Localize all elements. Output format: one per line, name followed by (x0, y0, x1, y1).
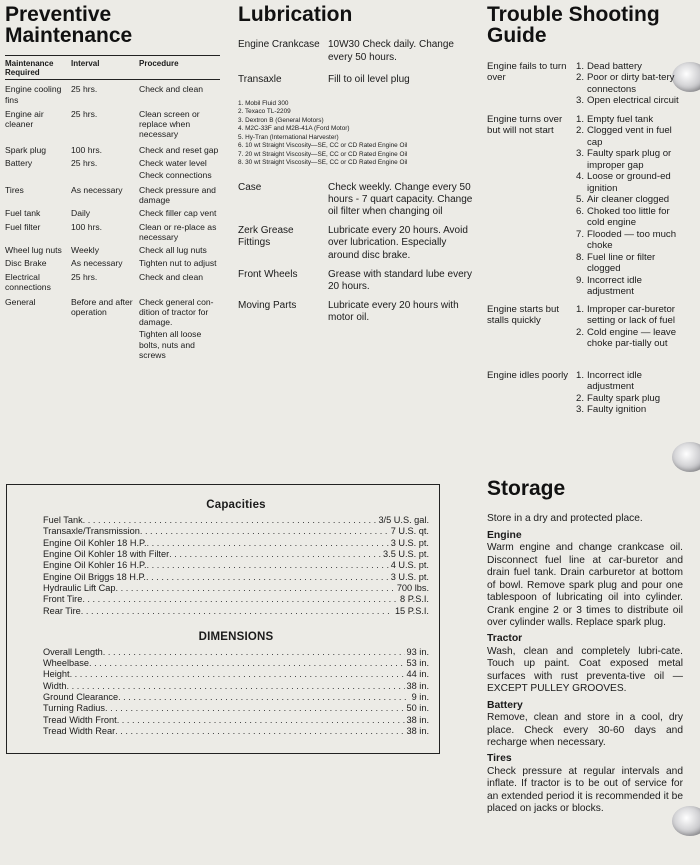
dimensions-value: 38 in. (406, 714, 429, 725)
storage-section (487, 478, 683, 816)
maintenance-interval: Daily (71, 208, 91, 219)
trouble-group (487, 304, 687, 350)
maintenance-procedure: Check connections (139, 170, 212, 181)
maintenance-procedure: Clean screen or replace when necessary (139, 108, 200, 140)
dot-leader (147, 538, 389, 549)
cause-number: 3. (575, 404, 584, 416)
maintenance-item: Disc Brake (5, 257, 47, 268)
dot-leader (105, 703, 405, 714)
maintenance-row (5, 297, 220, 328)
oil-specification-list (238, 100, 478, 168)
dot-leader (147, 560, 389, 571)
maintenance-procedure: Check pressure and damage (139, 184, 216, 205)
oil-spec-item: 1. Mobil Fluid 300 (238, 99, 289, 107)
capacities-row (43, 606, 429, 617)
cause-text: Open electrical circuit (587, 95, 679, 107)
lubrication-row (238, 182, 478, 219)
title-line-2: Guide (487, 24, 547, 48)
maintenance-row (5, 258, 220, 268)
lubrication-instruction: Lubricate every 20 hours with motor oil. (328, 300, 459, 324)
cause-text: Dead battery (587, 60, 642, 72)
maintenance-procedure: Check filler cap vent (139, 208, 217, 219)
capacities-value: 8 P.S.I. (400, 594, 429, 605)
storage-subsections (487, 530, 683, 816)
trouble-problem: Engine fails to turn over (487, 60, 567, 84)
lubrication-component: Zerk Grease Fittings (238, 225, 294, 249)
lubrication-row (238, 39, 478, 63)
capacities-row (43, 515, 429, 526)
lubrication-component: Case (238, 181, 262, 193)
capacities-row (43, 549, 429, 560)
maintenance-item: Electrical connections (5, 271, 51, 293)
capacities-label: Engine Oil Kohler 18 with Filter (43, 548, 170, 559)
cause-text: Incorrect idle adjustment (587, 369, 642, 393)
maintenance-item (5, 170, 71, 180)
storage-text: Warm engine and change crankcase oil. Disconnect fuel line at car-buretor and drain fuel tank. Drain carburetor at bottom of bowl. Remove spark plug and pour one tablespoon of lubricating oil into cylinder. Crank engine 2 or 3 times to distribute oil over cylinder walls. Replace spark plug. (487, 542, 683, 628)
maintenance-row (5, 158, 220, 168)
lubrication-component: Transaxle (238, 73, 282, 85)
dimensions-row (43, 669, 429, 680)
capacities-value: 7 U.S. qt. (390, 526, 429, 537)
oil-spec-item: 3. Dextron B (General Motors) (238, 116, 324, 124)
lubrication-instruction: Lubricate every 20 hours. Avoid over lubrication. Especially around disc brake. (328, 225, 468, 261)
dimensions-label: Tread Width Front (43, 714, 117, 725)
lubrication-component: Moving Parts (238, 300, 297, 312)
dimensions-label: Turning Radius (43, 703, 105, 714)
maintenance-row (5, 222, 220, 243)
cause-text: Incorrect idle adjustment (587, 274, 642, 298)
dimensions-value: 38 in. (406, 680, 429, 691)
lubrication-section (238, 4, 478, 324)
cause-number: 2. (575, 72, 584, 84)
maintenance-item: General (5, 296, 36, 307)
lubrication-instruction: Fill to oil level plug (328, 73, 410, 85)
cause-text: Faulty spark plug (587, 392, 661, 404)
title-line-1: Trouble Shooting (487, 3, 660, 26)
capacities-label: Front Tire (43, 594, 83, 605)
trouble-cause (573, 114, 687, 126)
maintenance-item: Battery (5, 158, 33, 169)
maintenance-interval (71, 170, 139, 180)
maintenance-procedure: Check water level (139, 158, 207, 169)
trouble-cause-list (573, 114, 687, 298)
dot-leader (83, 515, 377, 526)
maintenance-item: Engine cooling fins (5, 84, 62, 105)
capacities-row (43, 583, 429, 594)
dimensions-value: 38 in. (406, 726, 429, 736)
maintenance-interval: 100 hrs. (71, 144, 103, 155)
binder-ring-middle (672, 442, 700, 472)
trouble-cause (573, 206, 687, 229)
maintenance-interval: Before and after operation (71, 296, 133, 317)
dimensions-value: 50 in. (406, 703, 429, 714)
capacities-label: Fuel Tank (43, 515, 83, 525)
lubrication-row (238, 225, 478, 262)
lubrication-bottom-rows (238, 182, 478, 325)
maintenance-procedure: Check general con-dition of tractor for damage. (139, 296, 214, 328)
dot-leader (70, 669, 405, 680)
cause-number: 1. (575, 60, 584, 72)
dimensions-row (43, 681, 429, 692)
trouble-problem: Engine starts but stalls quickly (487, 303, 559, 327)
cause-text: Air cleaner clogged (587, 194, 670, 206)
cause-text: Loose or ground-ed ignition (587, 171, 671, 194)
preventive-maintenance-section (5, 4, 220, 360)
cause-text: Faulty spark plug or improper gap (587, 148, 672, 171)
maintenance-item: Wheel lug nuts (5, 245, 62, 256)
maintenance-row (5, 329, 220, 360)
cause-number: 6. (575, 205, 584, 217)
trouble-cause-list (573, 304, 687, 350)
cause-text: Improper car-buretor setting or lack of fuel (587, 303, 675, 327)
trouble-problem: Engine idles poorly (487, 369, 569, 381)
capacities-row (43, 572, 429, 583)
lubrication-component: Front Wheels (238, 268, 298, 280)
capacities-box (6, 484, 440, 754)
maintenance-item: Tires (5, 184, 24, 195)
dot-leader (117, 715, 405, 726)
trouble-cause (573, 304, 687, 327)
dimensions-list (43, 647, 429, 738)
storage-text: Check pressure at regular intervals and inflate. If tractor is to be out of service for an extended period it is recommended it be placed on jacks or blocks. (487, 765, 683, 815)
maintenance-item: Fuel filter (5, 221, 41, 232)
dot-leader (81, 606, 393, 617)
capacities-row (43, 560, 429, 571)
dot-leader (89, 658, 405, 669)
capacities-label: Rear Tire (43, 605, 81, 616)
storage-text: Wash, clean and completely lubri-cate. Touch up paint. Coat exposed metal surfaces with rust preventa-tive oil — EXCEPT PULLEY GROOVES. (487, 645, 683, 695)
trouble-cause (573, 171, 687, 194)
maintenance-item (5, 329, 71, 360)
trouble-problem: Engine turns over but will not start (487, 113, 563, 137)
maintenance-interval: Weekly (71, 245, 100, 256)
cause-number: 1. (575, 369, 584, 381)
trouble-cause (573, 404, 687, 416)
cause-number: 1. (575, 113, 584, 125)
maintenance-row (5, 145, 220, 155)
dot-leader (169, 549, 381, 560)
lubrication-row (238, 74, 478, 86)
dimensions-label: Overall Length (43, 646, 103, 657)
cause-number: 3. (575, 148, 584, 160)
maintenance-interval: 25 hrs. (71, 108, 98, 119)
dimensions-label: Wheelbase (43, 658, 89, 669)
maintenance-procedure: Check and reset gap (139, 144, 219, 155)
oil-spec-item: 4. M2C-33F and M2B-41A (Ford Motor) (238, 125, 350, 133)
trouble-cause (573, 275, 687, 298)
capacities-value: 4 U.S. pt. (390, 560, 429, 571)
dot-leader (116, 583, 395, 594)
trouble-cause (573, 252, 687, 275)
dimensions-label: Height (43, 669, 70, 680)
troubleshooting-title (487, 4, 687, 47)
maintenance-procedure: Check all lug nuts (139, 245, 207, 256)
lubrication-component: Engine Crankcase (238, 39, 320, 51)
capacities-value: 3 U.S. pt. (390, 571, 429, 582)
storage-heading: Battery (487, 699, 523, 711)
capacities-row (43, 538, 429, 549)
maintenance-procedure: Tighten nut to adjust (139, 257, 217, 268)
dimensions-row (43, 658, 429, 669)
maintenance-row (5, 84, 220, 105)
header-interval: Interval (71, 58, 100, 68)
cause-number: 9. (575, 274, 584, 286)
oil-spec-item: 7. 20 wt Straight Viscosity—SE, CC or CD Rated Engine Oil (238, 150, 408, 158)
maintenance-interval: As necessary (71, 184, 123, 195)
maintenance-interval (71, 329, 139, 360)
preventive-maintenance-title (5, 4, 220, 47)
header-procedure: Procedure (139, 58, 179, 68)
maintenance-interval: As necessary (71, 257, 123, 268)
trouble-cause-list (573, 370, 687, 416)
oil-spec-item: 6. 10 wt Straight Viscosity—SE, CC or CD Rated Engine Oil (238, 142, 408, 150)
cause-number: 3. (575, 95, 584, 107)
maintenance-row (5, 170, 220, 180)
dot-leader (82, 594, 398, 605)
title-line-1: Preventive (5, 3, 112, 26)
trouble-cause (573, 370, 687, 393)
storage-intro: Store in a dry and protected place. (487, 513, 643, 525)
capacities-label: Engine Oil Kohler 18 H.P. (43, 537, 147, 548)
maintenance-item: Fuel tank (5, 208, 41, 219)
trouble-cause-list (573, 61, 687, 107)
trouble-group (487, 114, 687, 298)
maintenance-row (5, 245, 220, 255)
capacities-value: 700 lbs. (396, 582, 429, 593)
cause-number: 8. (575, 251, 584, 263)
lubrication-row (238, 300, 478, 324)
trouble-cause (573, 125, 687, 148)
cause-text: Empty fuel tank (587, 113, 654, 125)
trouble-cause (573, 95, 687, 107)
dot-leader (115, 726, 404, 737)
lubrication-title: Lubrication (238, 3, 353, 26)
dimensions-label: Width (43, 680, 67, 691)
cause-text: Choked too little for cold engine (587, 205, 670, 229)
lubrication-instruction: Grease with standard lube every 20 hours. (328, 268, 472, 292)
maintenance-interval: 25 hrs. (71, 84, 98, 95)
maintenance-procedure: Tighten all loose bolts, nuts and screws (139, 329, 202, 361)
maintenance-procedure: Check and clean (139, 271, 204, 282)
maintenance-row (5, 208, 220, 218)
trouble-group (487, 370, 687, 416)
storage-heading: Tires (487, 753, 512, 765)
cause-number: 1. (575, 303, 584, 315)
capacities-value: 3/5 U.S. gal. (378, 515, 429, 525)
maintenance-row (5, 109, 220, 140)
cause-text: Cold engine — leave choke par-tially out (587, 326, 677, 350)
dimensions-row (43, 715, 429, 726)
capacities-value: 3 U.S. pt. (390, 537, 429, 548)
maintenance-item: Engine air cleaner (5, 108, 44, 130)
cause-number: 5. (575, 194, 584, 206)
cause-text: Fuel line or filter clogged (587, 251, 656, 275)
trouble-cause (573, 327, 687, 350)
maintenance-item: Spark plug (5, 144, 47, 155)
trouble-cause (573, 194, 687, 206)
maintenance-interval: 25 hrs. (71, 158, 98, 169)
capacities-value: 15 P.S.I. (394, 605, 429, 616)
capacities-label: Hydraulic Lift Cap (43, 582, 116, 593)
capacities-row (43, 526, 429, 537)
maintenance-interval: 25 hrs. (71, 271, 98, 282)
storage-heading: Tractor (487, 633, 523, 645)
dimensions-row (43, 647, 429, 658)
lubrication-instruction: 10W30 Check daily. Change every 50 hours. (328, 39, 454, 63)
oil-spec-item: 2. Texaco TL-2209 (238, 108, 291, 116)
dimensions-title: DIMENSIONS (198, 630, 274, 643)
dimensions-row (43, 703, 429, 714)
capacities-title: Capacities (206, 499, 266, 511)
cause-text: Faulty ignition (587, 404, 647, 416)
troubleshooting-section (487, 4, 687, 416)
maintenance-row (5, 272, 220, 293)
capacities-label: Engine Oil Kohler 16 H.P. (43, 560, 147, 571)
lubrication-top-rows (238, 39, 478, 86)
dimensions-value: 53 in. (406, 658, 429, 669)
dimensions-row (43, 726, 429, 737)
trouble-cause (573, 229, 687, 252)
cause-text: Poor or dirty bat-tery connectons (587, 72, 675, 95)
trouble-group (487, 61, 687, 107)
dot-leader (103, 647, 405, 658)
oil-spec-item: 5. Hy-Tran (International Harvester) (238, 133, 339, 141)
cause-number: 2. (575, 125, 584, 137)
maintenance-procedure: Clean or re-place as necessary (139, 221, 217, 242)
oil-spec-item: 8. 30 wt Straight Viscosity—SE, CC or CD Rated Engine Oil (238, 159, 408, 167)
trouble-cause (573, 72, 687, 95)
maintenance-procedure: Check and clean (139, 84, 204, 95)
dimensions-value: 44 in. (406, 669, 429, 680)
maintenance-table-header (5, 56, 220, 80)
cause-number: 2. (575, 392, 584, 404)
cause-number: 2. (575, 326, 584, 338)
dimensions-label: Ground Clearance (43, 692, 119, 703)
trouble-cause (573, 148, 687, 171)
storage-text: Remove, clean and store in a cool, dry place. Check every 30-60 days and recharge when necessary. (487, 712, 683, 748)
capacities-label: Engine Oil Briggs 18 H.P. (43, 571, 146, 582)
capacities-value: 3.5 U.S. pt. (383, 548, 429, 559)
dimensions-label: Tread Width Rear (43, 726, 116, 736)
trouble-cause (573, 393, 687, 405)
cause-number: 4. (575, 171, 584, 183)
capacities-row (43, 594, 429, 605)
storage-heading: Engine (487, 529, 522, 541)
dimensions-value: 9 in. (411, 692, 429, 703)
title-line-2: Maintenance (5, 24, 133, 48)
dot-leader (67, 681, 405, 692)
dimensions-value: 93 in. (406, 646, 429, 657)
trouble-cause (573, 61, 687, 73)
cause-text: Clogged vent in fuel cap (587, 125, 672, 148)
cause-text: Flooded — too much choke (587, 228, 677, 252)
lubrication-instruction: Check weekly. Change every 50 hours - 7 quart capacity. Change oil filter when changing oil (328, 181, 473, 217)
dot-leader (118, 692, 410, 703)
troubleshooting-groups (487, 61, 687, 416)
capacities-label: Transaxle/Transmission (43, 526, 140, 537)
header-maintenance-required: Maintenance Required (5, 58, 54, 77)
cause-number: 7. (575, 228, 584, 240)
capacities-list (43, 515, 429, 617)
dot-leader (140, 526, 389, 537)
dimensions-row (43, 692, 429, 703)
storage-title: Storage (487, 477, 566, 500)
lubrication-row (238, 269, 478, 293)
maintenance-row (5, 185, 220, 206)
dot-leader (146, 572, 389, 583)
maintenance-table-body (5, 84, 220, 360)
maintenance-interval: 100 hrs. (71, 221, 103, 232)
